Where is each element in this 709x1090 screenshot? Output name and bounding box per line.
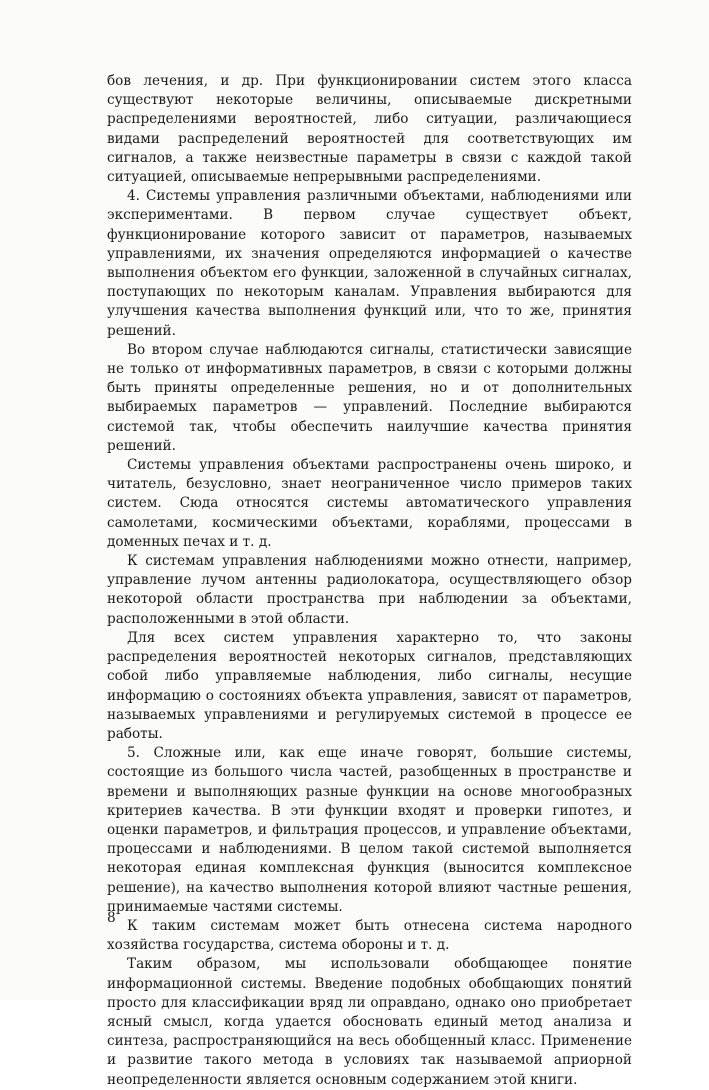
paragraph: К таким системам может быть отнесена система народного хозяйства государства, система обороны и т. д.: [107, 917, 632, 954]
paragraph: Системы управления объектами распространены очень широко, и читатель, безусловно, знает неограниченное число примеров таких систем. Сюда относятся системы автоматического управления самолетами, космическими объектами, кораблями, процессами в доменных печах и т. д.: [107, 457, 632, 550]
paragraph: Таким образом, мы использовали обобщающее понятие информационной системы. Введение подобных обобщающих понятий просто для классификации вряд ли оправдано, однако оно приобретает ясный смысл, когда удается обосновать единый метод анализа и синтеза, распространяющийся на весь обобщенный класс. Применение и развитие такого метода в условиях так называемой априорной неопределенности является основным содержанием этой книги.: [107, 956, 632, 1088]
body-text: [107, 72, 632, 1090]
paragraph: Для всех систем управления характерно то, что законы распределения вероятностей некоторых сигналов, представляющих собой либо управляемые наблюдения, либо сигналы, несущие информацию о состояниях объекта управления, зависят от параметров, называемых управлениями и регулируемых системой в процессе ее работы.: [107, 629, 632, 742]
paragraph: Во втором случае наблюдаются сигналы, статистически зависящие не только от информативных параметров, в связи с которыми должны быть приняты определенные решения, но и от дополнительных выбираемых параметров — управлений. Последние выбираются системой так, чтобы обеспечить наилучшие качества принятия решений.: [107, 341, 632, 454]
paragraph: К системам управления наблюдениями можно отнести, например, управление лучом антенны радиолокатора, осуществляющего обзор некоторой области пространства при наблюдении за объектами, расположенными в этой области.: [107, 553, 632, 627]
page-number: 8: [107, 910, 116, 926]
paragraph: 4. Системы управления различными объектами, наблюдениями или экспериментами. В первом случае существует объект, функционирование которого зависит от параметров, называемых управлениями, их значения определяются информацией о качестве выполнения объектом его функции, заложенной в случайных сигналах, поступающих по некоторым каналам. Управления выбираются для улучшения качества выполнения функций или, что то же, принятия решений.: [107, 188, 632, 339]
paragraph: 5. Сложные или, как еще иначе говорят, большие системы, состоящие из большого числа частей, разобщенных в пространстве и времени и выполняющих разные функции на основе многообразных критериев качества. В эти функции входят и проверки гипотез, и оценки параметров, и фильтрация процессов, и управление объектами, процессами и наблюдениями. В целом такой системой выполняется некоторая единая комплексная функция (выносится комплексное решение), на качество выполнения которой влияют частные решения, принимаемые частями системы.: [107, 745, 632, 915]
paragraph: бов лечения, и др. При функционировании систем этого класса существуют некоторые величины, описываемые дискретными распределениями вероятностей, либо ситуации, различающиеся видами распределений вероятностей для соответствующих им сигналов, а также неизвестные параметры в связи с каждой такой ситуацией, описываемые непрерывными распределениями.: [107, 73, 632, 186]
